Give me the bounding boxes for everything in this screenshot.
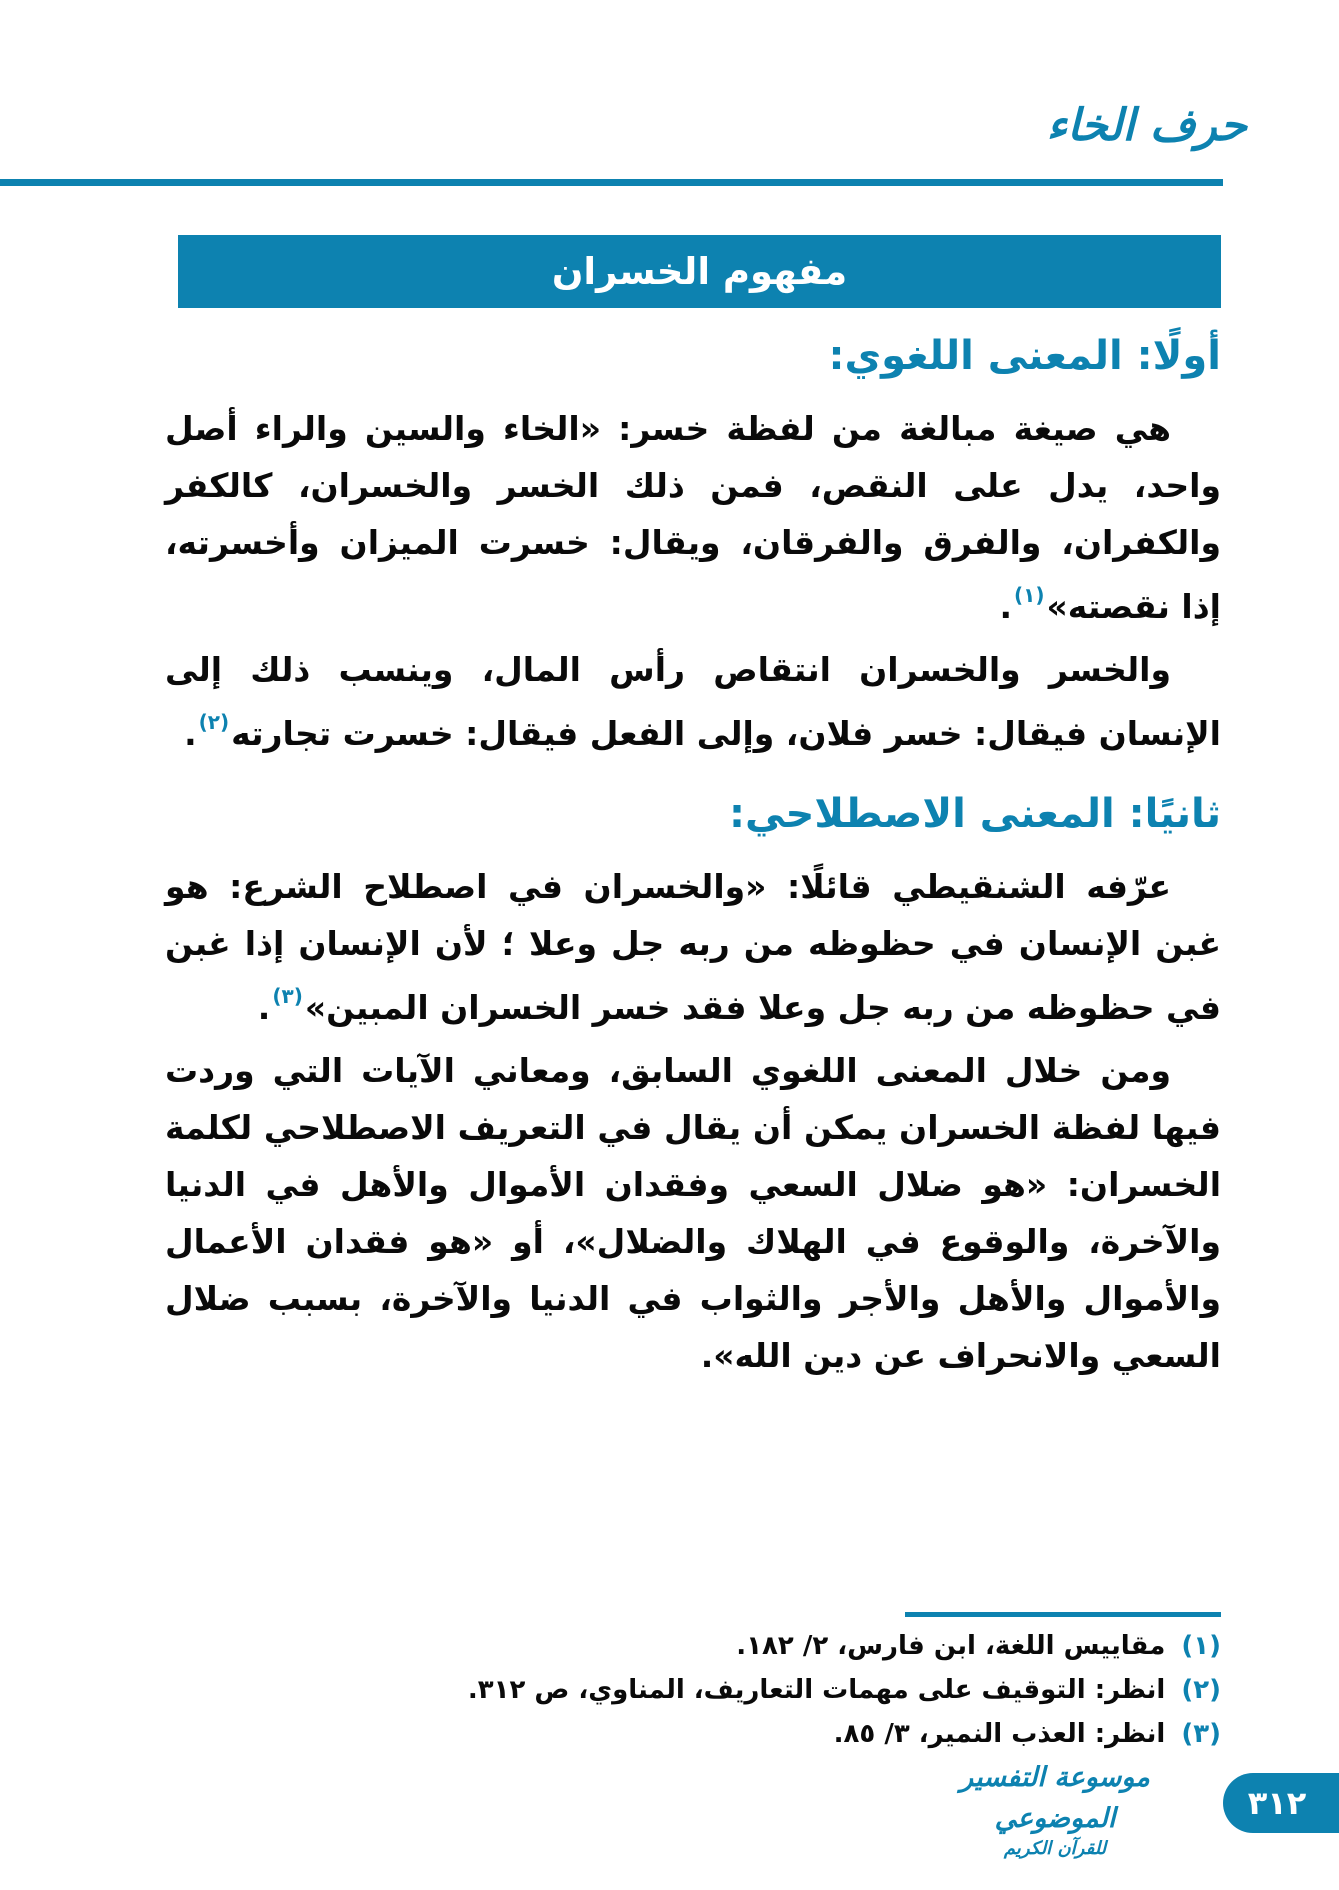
paragraph-text: والخسر والخسران انتقاص رأس المال، وينسب ذلك إلى الإنسان فيقال: خسر فلان، وإلى الفعل فيقال: خسرت تجارته <box>165 650 1221 753</box>
main-content <box>165 318 1221 1384</box>
page-number: ٣١٢ <box>1247 1784 1307 1822</box>
footnote-separator <box>905 1612 1221 1617</box>
footnote-item-2 <box>165 1668 1221 1712</box>
paragraph-text: هي صيغة مبالغة من لفظة خسر: «الخاء والسين والراء أصل واحد، يدل على النقص، فمن ذلك الخسر والخسران، كالكفر والكفران، والفرق والفرقان، ويقال: خسرت الميزان وأخسرته، إذا نقصته» <box>165 409 1221 626</box>
footnote-marker-3: (٣) <box>1181 1719 1221 1749</box>
footnote-text-2: انظر: التوقيف على مهمات التعاريف، المناوي، ص ٣١٢. <box>467 1675 1166 1705</box>
paragraph-text: عرّفه الشنقيطي قائلًا: «والخسران في اصطلاح الشرع: هو غبن الإنسان في حظوظه من ربه جل وعلا ؛ لأن الإنسان إذا غبن في حظوظه من ربه جل وعلا فقد خسر الخسران المبين» <box>165 867 1221 1027</box>
paragraph-period: . <box>257 988 271 1027</box>
footnote-ref-1: (١) <box>1013 583 1045 607</box>
paragraph-linguistic-1 <box>165 400 1221 635</box>
header-rule <box>0 179 1223 186</box>
footnote-ref-2: (٢) <box>198 710 230 734</box>
footnote-text-1: مقاييس اللغة، ابن فارس، ٢/ ١٨٢. <box>736 1631 1166 1661</box>
footnote-text-3: انظر: العذب النمير، ٣/ ٨٥. <box>833 1719 1166 1749</box>
heading-terminological-meaning: ثانيًا: المعنى الاصطلاحي: <box>729 791 1221 837</box>
footnote-item-1 <box>165 1624 1221 1668</box>
paragraph-text: ومن خلال المعنى اللغوي السابق، ومعاني الآيات التي وردت فيها لفظة الخسران يمكن أن يقال في التعريف الاصطلاحي لكلمة الخسران: «هو ضلال السعي وفقدان الأموال والأهل في الدنيا والآخرة، والوقوع في الهلاك والضلال»، أو «هو فقدان الأعمال والأموال والأهل والأجر والثواب في الدنيا والآخرة، بسبب ضلال السعي والانحراف عن دين الله». <box>165 1051 1221 1375</box>
logo-subtitle: للقرآن الكريم <box>1003 1838 1107 1859</box>
footnote-item-3 <box>165 1712 1221 1756</box>
paragraph-terminological-2 <box>165 1042 1221 1384</box>
footnote-marker-1: (١) <box>1181 1631 1221 1661</box>
footnote-marker-2: (٢) <box>1181 1675 1221 1705</box>
section-title: مفهوم الخسران <box>551 250 848 293</box>
footnotes-block <box>165 1624 1221 1756</box>
publisher-logo-calligraphy <box>931 1758 1179 1859</box>
section-title-bar <box>178 235 1221 308</box>
page-number-badge <box>1223 1773 1339 1833</box>
heading-linguistic-meaning: أولًا: المعنى اللغوي: <box>828 333 1221 379</box>
footnote-ref-3: (٣) <box>272 984 303 1008</box>
logo-title: موسوعة التفسير الموضوعي <box>960 1762 1150 1834</box>
chapter-header-calligraphy: حرف الخاء <box>1046 100 1247 151</box>
paragraph-linguistic-2 <box>165 641 1221 762</box>
paragraph-period: . <box>999 587 1012 626</box>
paragraph-terminological-1 <box>165 858 1221 1036</box>
paragraph-period: . <box>184 714 197 753</box>
